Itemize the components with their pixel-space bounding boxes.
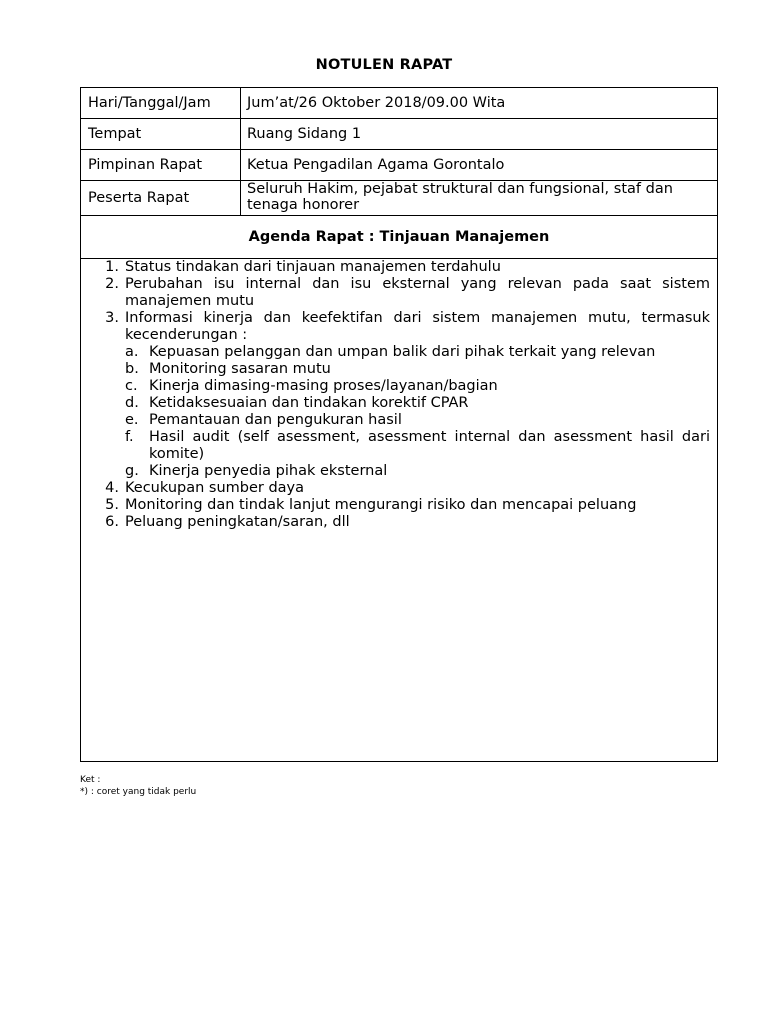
agenda-item-text: Kecukupan sumber daya bbox=[125, 480, 305, 496]
agenda-item-text: Perubahan isu internal dan isu eksternal yang relevan pada saat sistem manajemen mutu bbox=[125, 276, 710, 309]
agenda-item bbox=[81, 310, 710, 344]
agenda-item-text: Peluang peningkatan/saran, dll bbox=[125, 514, 350, 530]
agenda-sub-item-letter: c. bbox=[125, 378, 138, 394]
agenda-item-number: 2. bbox=[105, 276, 119, 292]
agenda-item-number: 4. bbox=[105, 480, 119, 496]
info-value: Seluruh Hakim, pejabat struktural dan fungsional, staf dan tenaga honorer bbox=[241, 181, 718, 216]
agenda-sub-item-letter: f. bbox=[125, 429, 134, 445]
agenda-item-text: Monitoring dan tindak lanjut mengurangi risiko dan mencapai peluang bbox=[125, 497, 637, 513]
agenda-sub-item-text: Kinerja penyedia pihak eksternal bbox=[149, 463, 388, 479]
agenda-sub-item-text: Kinerja dimasing-masing proses/layanan/bagian bbox=[149, 378, 498, 394]
agenda-list bbox=[81, 259, 717, 531]
agenda-body bbox=[81, 259, 718, 762]
agenda-sub-item bbox=[81, 361, 710, 378]
agenda-sub-item-text: Kepuasan pelanggan dan umpan balik dari pihak terkait yang relevan bbox=[149, 344, 656, 360]
agenda-item-text: Informasi kinerja dan keefektifan dari sistem manajemen mutu, termasuk kecenderungan : bbox=[125, 310, 710, 343]
info-row-participants bbox=[81, 181, 718, 216]
info-label: Pimpinan Rapat bbox=[81, 150, 241, 181]
info-label: Tempat bbox=[81, 119, 241, 150]
footnote bbox=[80, 774, 196, 798]
info-value: Ketua Pengadilan Agama Gorontalo bbox=[241, 150, 718, 181]
agenda-sub-item bbox=[81, 429, 710, 463]
agenda-item bbox=[81, 480, 710, 497]
agenda-sub-item-text: Monitoring sasaran mutu bbox=[149, 361, 331, 377]
agenda-item-number: 5. bbox=[105, 497, 119, 513]
footnote-ket-label: Ket : bbox=[80, 775, 101, 785]
agenda-sub-item-text: Pemantauan dan pengukuran hasil bbox=[149, 412, 402, 428]
meeting-info-table bbox=[80, 87, 718, 762]
agenda-item bbox=[81, 276, 710, 310]
agenda-sub-item-text: Ketidaksesuaian dan tindakan korektif CPAR bbox=[149, 395, 469, 411]
agenda-heading: Agenda Rapat : Tinjauan Manajemen bbox=[81, 216, 718, 259]
agenda-sub-item-letter: b. bbox=[125, 361, 139, 377]
agenda-sub-item-letter: d. bbox=[125, 395, 139, 411]
agenda-sub-item bbox=[81, 344, 710, 361]
info-row-leader bbox=[81, 150, 718, 181]
agenda-sub-item bbox=[81, 378, 710, 395]
agenda-item-text: Status tindakan dari tinjauan manajemen terdahulu bbox=[125, 259, 501, 275]
info-row-date bbox=[81, 88, 718, 119]
agenda-item-number: 1. bbox=[105, 259, 119, 275]
info-label: Peserta Rapat bbox=[81, 181, 241, 216]
info-label: Hari/Tanggal/Jam bbox=[81, 88, 241, 119]
agenda-item bbox=[81, 259, 710, 276]
agenda-item bbox=[81, 514, 710, 531]
agenda-item bbox=[81, 497, 710, 514]
agenda-body-row bbox=[81, 259, 718, 762]
agenda-heading-row bbox=[81, 216, 718, 259]
footnote-note: *) : coret yang tidak perlu bbox=[80, 787, 197, 797]
agenda-sub-item-letter: e. bbox=[125, 412, 139, 428]
agenda-sub-item-letter: g. bbox=[125, 463, 139, 479]
agenda-item-number: 6. bbox=[105, 514, 119, 530]
agenda-sub-item bbox=[81, 412, 710, 429]
agenda-sub-item-letter: a. bbox=[125, 344, 139, 360]
info-value: Jum’at/26 Oktober 2018/09.00 Wita bbox=[241, 88, 718, 119]
info-row-place bbox=[81, 119, 718, 150]
agenda-sub-item bbox=[81, 395, 710, 412]
agenda-item-number: 3. bbox=[105, 310, 119, 326]
document-title: NOTULEN RAPAT bbox=[315, 57, 453, 73]
info-value: Ruang Sidang 1 bbox=[241, 119, 718, 150]
agenda-sub-item-text: Hasil audit (self asessment, asessment internal dan asessment hasil dari komite) bbox=[149, 429, 710, 462]
agenda-sub-item bbox=[81, 463, 710, 480]
